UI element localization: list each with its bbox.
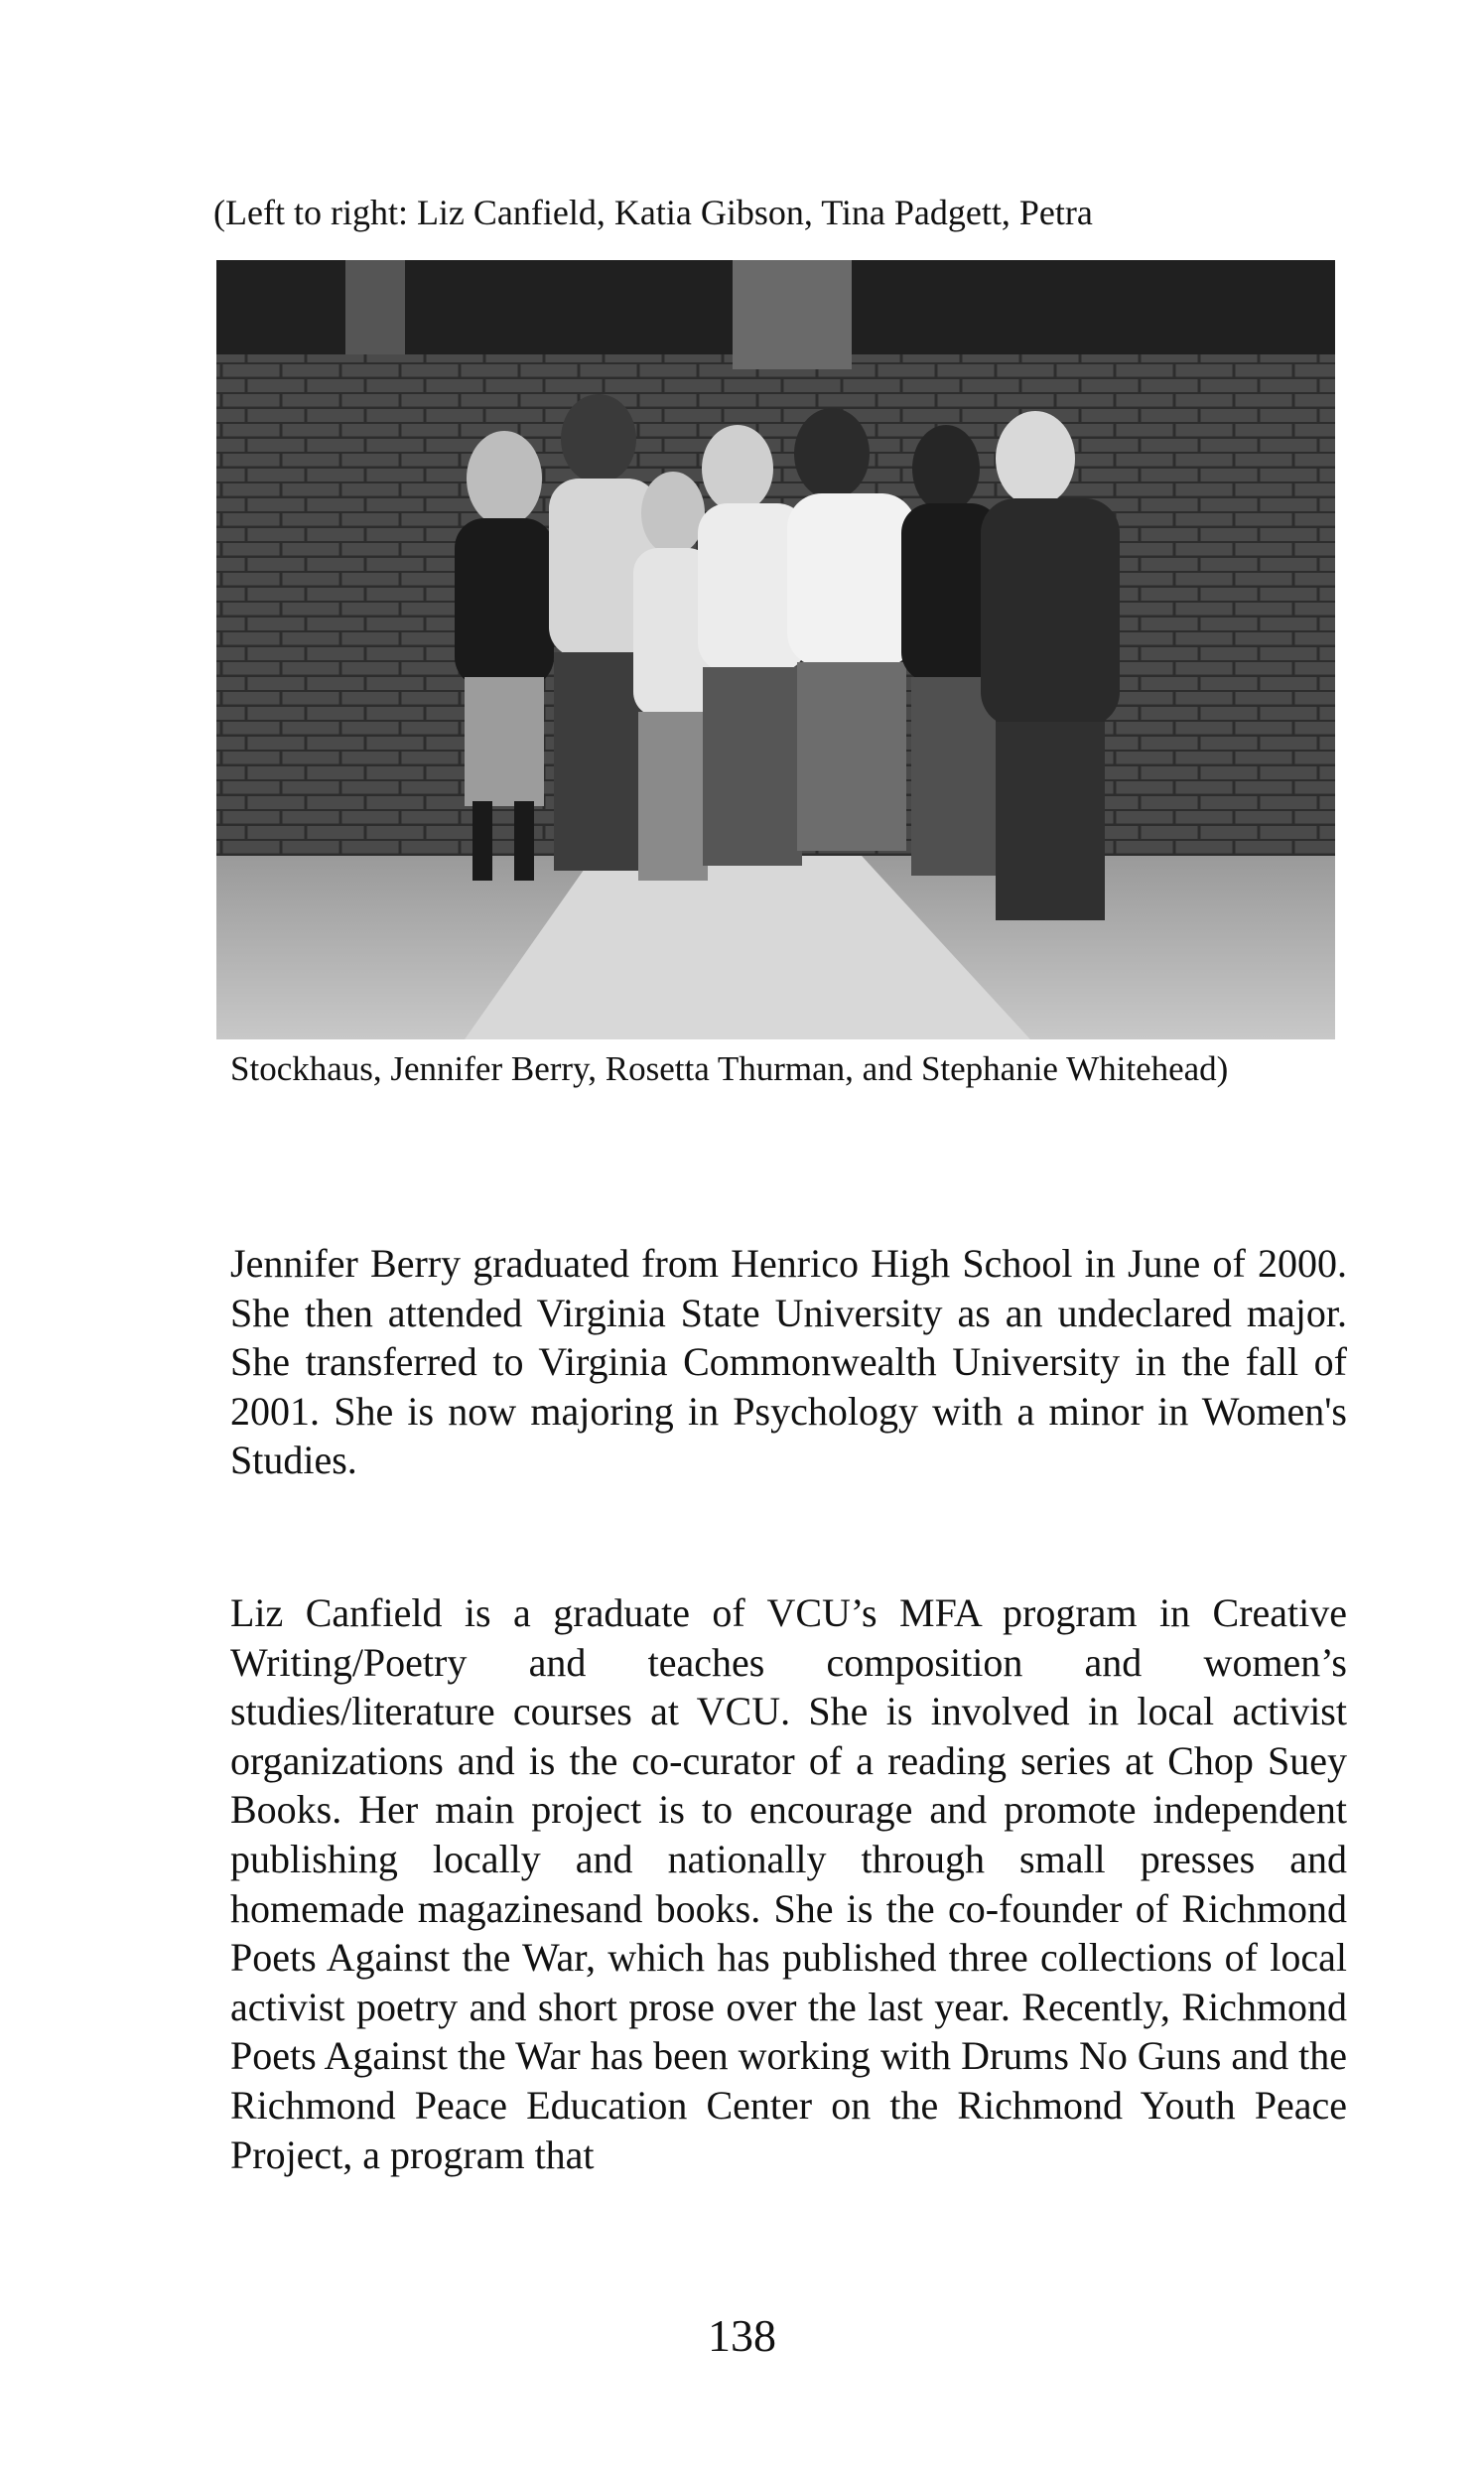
bio-jennifer-berry: Jennifer Berry graduated from Henrico High School in June of 2000. She then attended Virginia State University as an undeclared major. She transferred to Virginia Commonwealth University in the fall of 2001. She is now majoring in Psychology with a minor in Women's Studies. <box>230 1241 1347 1483</box>
photo-caption-top: (Left to right: Liz Canfield, Katia Gibson, Tina Padgett, Petra <box>213 193 1093 232</box>
group-photo <box>216 260 1335 1039</box>
page-number: 138 <box>708 2310 776 2361</box>
bio-liz-canfield: Liz Canfield is a graduate of VCU’s MFA program in Creative Writing/Poetry and teaches composition and women’s studies/literature courses at VCU. She is involved in local activist organizations and is the co-curator of a reading series at Chop Suey Books. Her main project is to encourage and promote independent publishing locally and nationally through small presses and homemade magazinesand books. She is the co-founder of Richmond Poets Against the War, which has published three collections of local activist poetry and short prose over the last year. Recently, Richmond Poets Against the War has been working with Drums No Guns and the Richmond Peace Education Center on the Richmond Youth Peace Project, a program that <box>230 1590 1347 2177</box>
photo-caption-bottom: Stockhaus, Jennifer Berry, Rosetta Thurman, and Stephanie Whitehead) <box>230 1049 1229 1088</box>
group-photo-illustration <box>216 260 1335 1039</box>
